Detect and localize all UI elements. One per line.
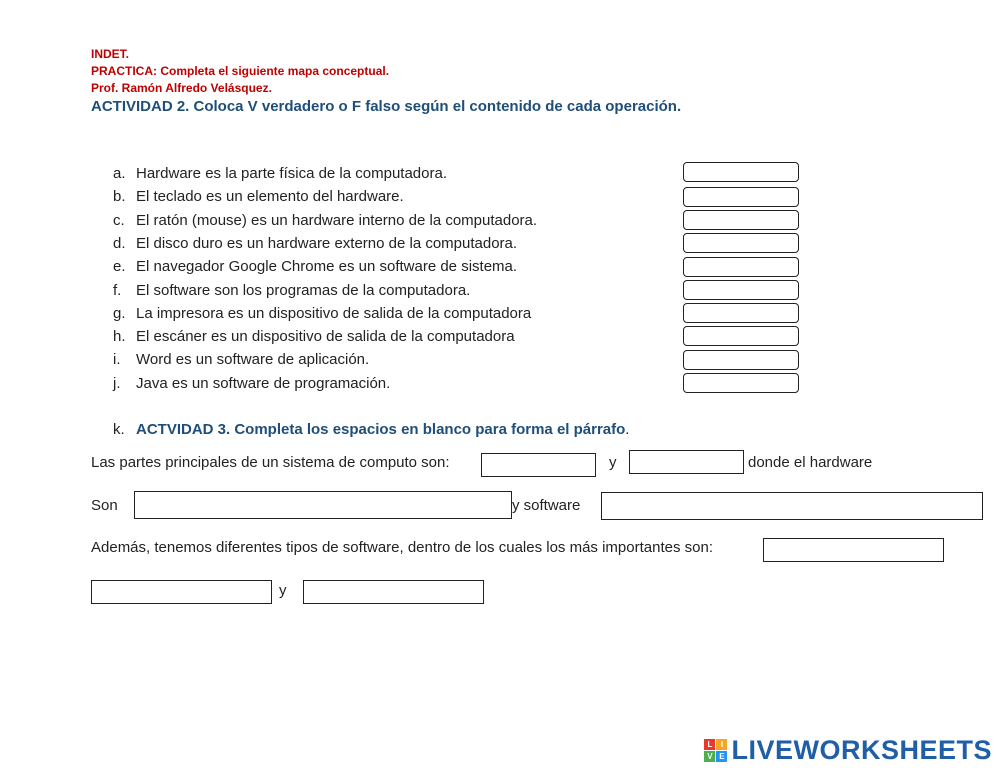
blank-input-6[interactable] [91, 580, 272, 604]
answer-box-g[interactable] [683, 303, 799, 323]
question-text: El teclado es un elemento del hardware. [136, 188, 404, 205]
question-letter: a. [113, 165, 126, 182]
paragraph-line2-start: Son [91, 497, 118, 514]
question-text: El disco duro es un hardware externo de la computadora. [136, 235, 518, 252]
question-item [113, 282, 470, 299]
question-text: Hardware es la parte física de la computadora. [136, 165, 447, 182]
header-school: INDET. [91, 47, 130, 61]
logo-letter-l: L [704, 739, 715, 750]
logo-letter-e: E [716, 751, 727, 762]
answer-box-c[interactable] [683, 210, 799, 230]
question-item [113, 212, 537, 229]
question-text: Word es un software de aplicación. [136, 351, 370, 368]
question-item [113, 375, 390, 392]
logo-grid-icon [704, 739, 727, 762]
answer-box-e[interactable] [683, 257, 799, 277]
header-practice: PRACTICA: Completa el siguiente mapa conceptual. [91, 64, 390, 78]
paragraph-line3-start: Además, tenemos diferentes tipos de software, dentro de los cuales los más importantes son: [91, 539, 713, 556]
paragraph-line1-start: Las partes principales de un sistema de computo son: [91, 454, 450, 471]
blank-input-4[interactable] [601, 492, 983, 520]
question-text: Java es un software de programación. [136, 375, 391, 392]
question-item [113, 328, 515, 345]
question-text: El software son los programas de la computadora. [136, 282, 471, 299]
activity2-title: ACTIVIDAD 2. Coloca V verdadero o F falso según el contenido de cada operación. [91, 98, 682, 115]
paragraph-line2-mid: y software [512, 497, 581, 514]
logo-letter-i: I [716, 739, 727, 750]
question-letter: h. [113, 328, 126, 345]
answer-box-d[interactable] [683, 233, 799, 253]
blank-input-3[interactable] [134, 491, 512, 519]
paragraph-line1-end: donde el hardware [748, 454, 873, 471]
question-text: El ratón (mouse) es un hardware interno de la computadora. [136, 212, 538, 229]
blank-input-5[interactable] [763, 538, 944, 562]
question-letter: c. [113, 212, 125, 229]
question-item [113, 351, 369, 368]
question-letter: g. [113, 305, 126, 322]
answer-box-b[interactable] [683, 187, 799, 207]
brand-name: LIVEWORKSHEETS [731, 735, 992, 765]
activity3-title: ACTVIDAD 3. Completa los espacios en blanco para forma el párrafo [136, 421, 626, 438]
question-letter: d. [113, 235, 126, 252]
question-item [113, 165, 447, 182]
activity3-title-end: . [625, 421, 630, 438]
question-item [113, 258, 517, 275]
activity3-heading [113, 421, 629, 438]
question-text: El escáner es un dispositivo de salida de la computadora [136, 328, 515, 345]
liveworksheets-logo [704, 735, 992, 766]
logo-letter-v: V [704, 751, 715, 762]
question-letter: b. [113, 188, 126, 205]
paragraph-line1-y: y [609, 454, 617, 471]
blank-input-7[interactable] [303, 580, 484, 604]
answer-box-j[interactable] [683, 373, 799, 393]
answer-box-f[interactable] [683, 280, 799, 300]
header-teacher: Prof. Ramón Alfredo Velásquez. [91, 81, 272, 95]
blank-input-1[interactable] [481, 453, 596, 477]
question-letter: e. [113, 258, 126, 275]
question-item [113, 305, 531, 322]
question-item [113, 188, 404, 205]
answer-box-i[interactable] [683, 350, 799, 370]
paragraph-line4-y: y [279, 582, 287, 599]
question-letter: i. [113, 351, 121, 368]
answer-box-a[interactable] [683, 162, 799, 182]
question-text: El navegador Google Chrome es un software de sistema. [136, 258, 518, 275]
question-text: La impresora es un dispositivo de salida de la computadora [136, 305, 532, 322]
question-letter: f. [113, 282, 122, 299]
question-item [113, 235, 517, 252]
blank-input-2[interactable] [629, 450, 744, 474]
question-letter: j. [113, 375, 121, 392]
answer-box-h[interactable] [683, 326, 799, 346]
activity3-letter: k. [113, 421, 125, 438]
